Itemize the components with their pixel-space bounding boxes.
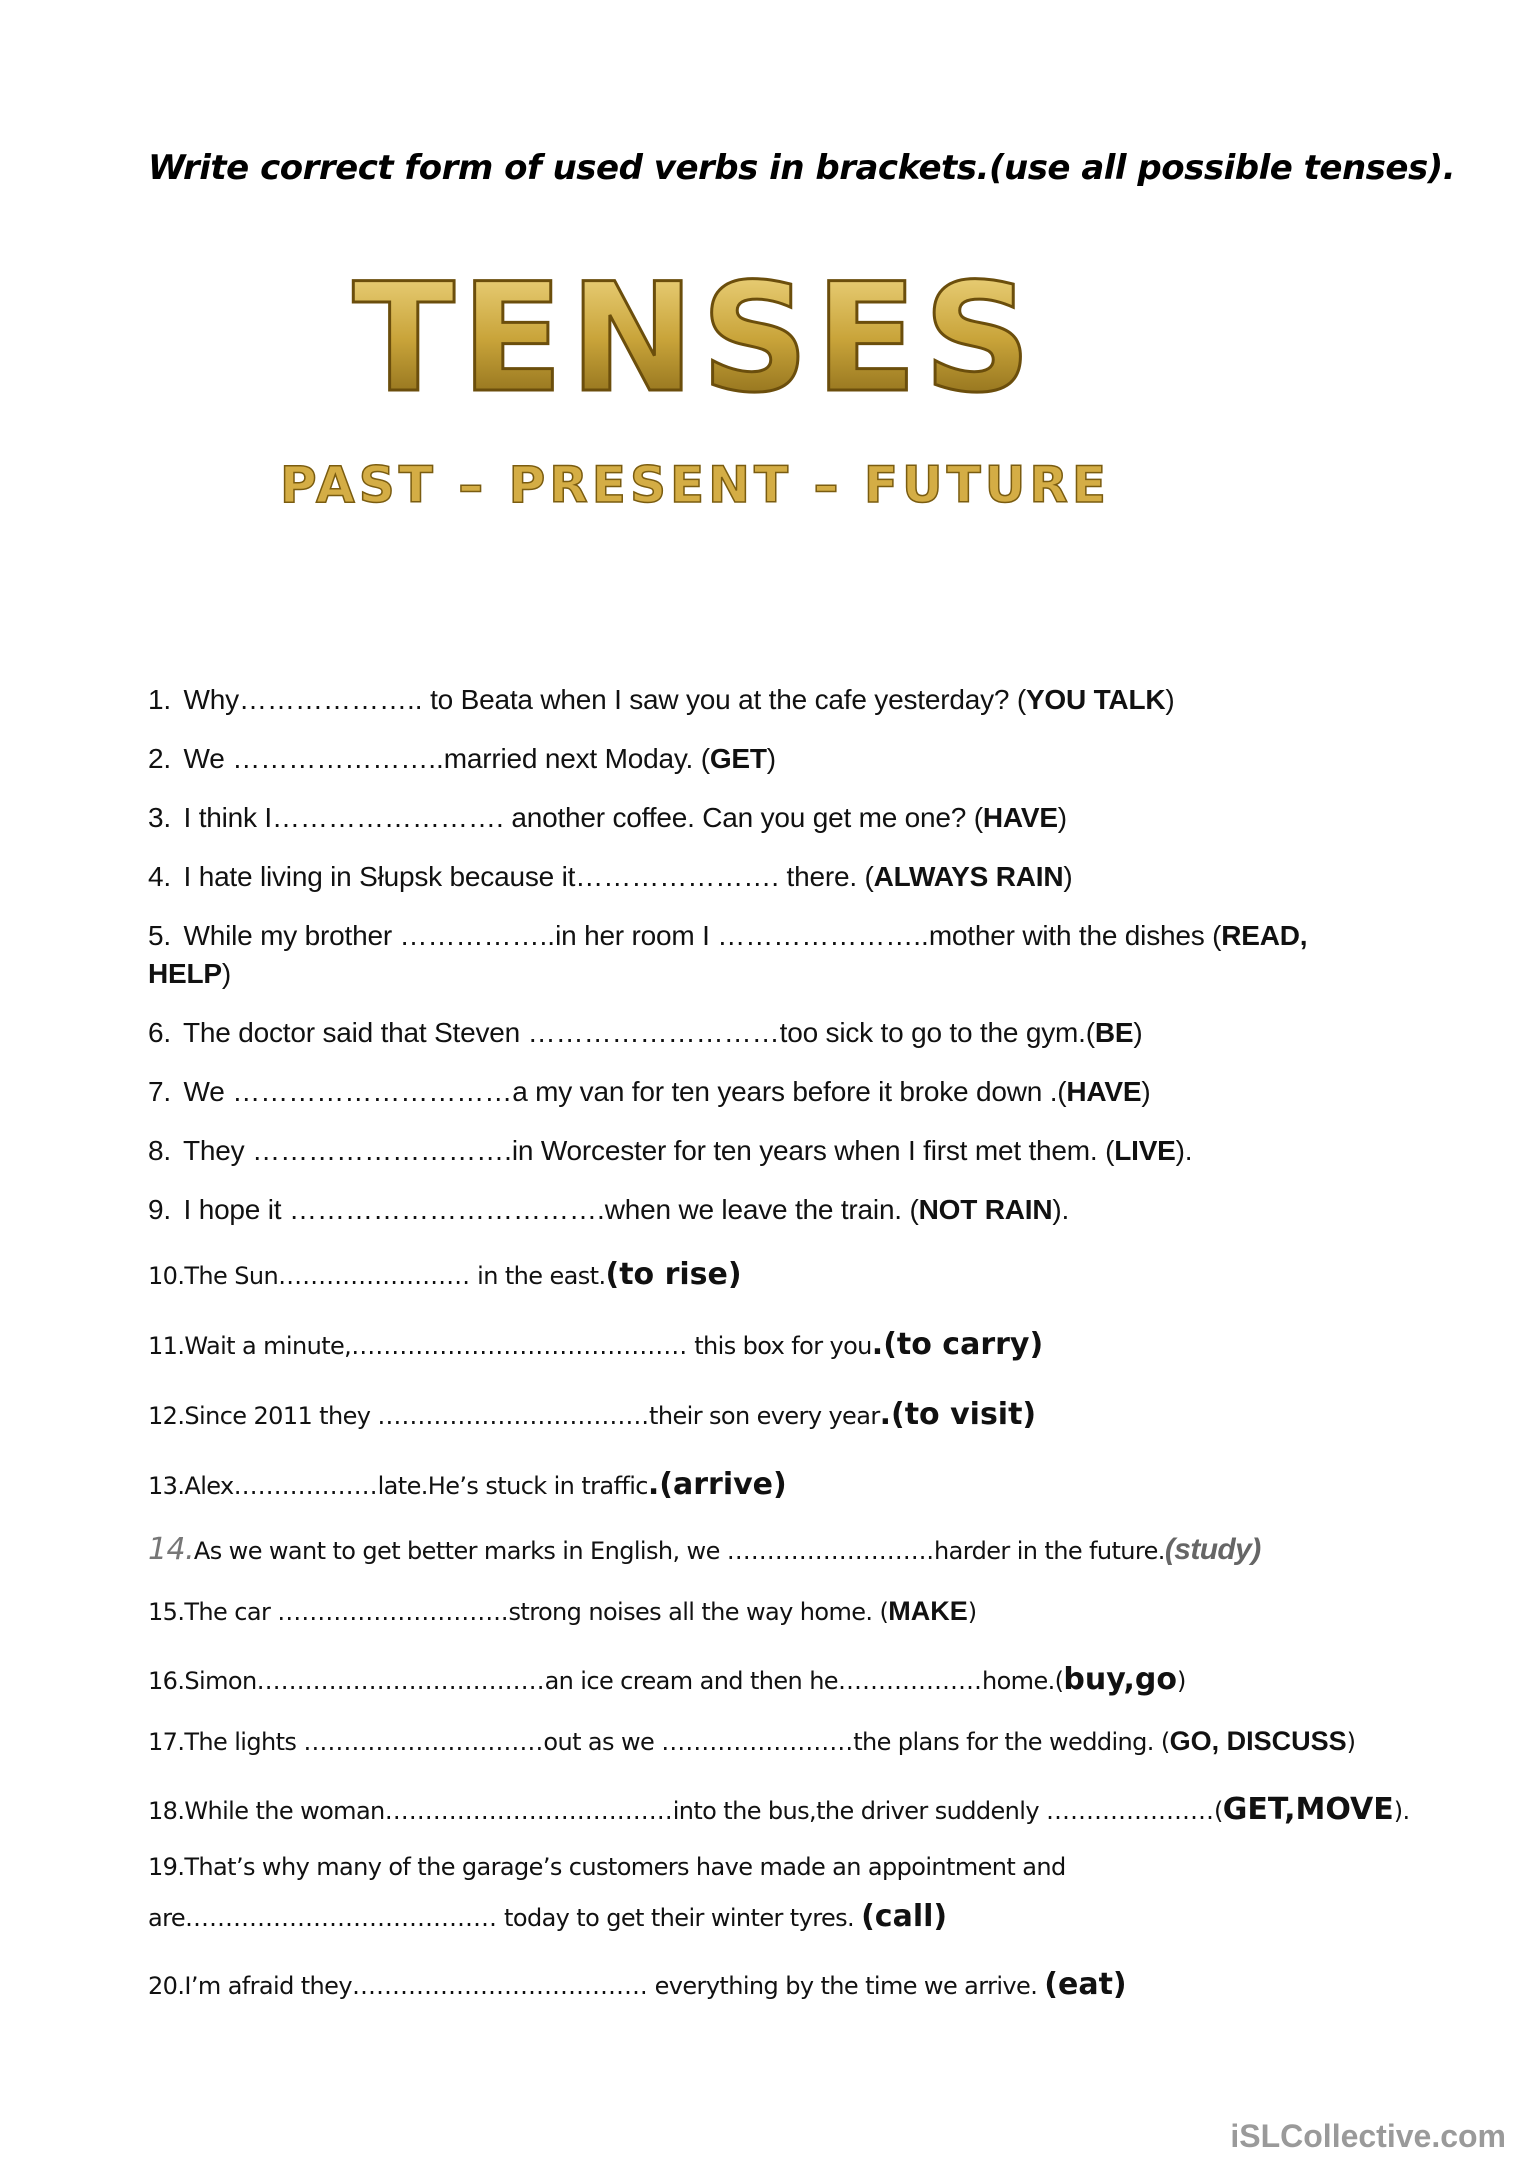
exercise-item-8: 8. They ……………………….in Worcester for ten years when I first met them. (LIVE). [148, 1135, 1193, 1166]
exercise-item-11: 11.Wait a minute,…………………………………… this box for you.(to carry) [148, 1327, 1044, 1362]
exercise-item-1: 1. Why……………….. to Beata when I saw you at the cafe yesterday? (YOU TALK) [148, 684, 1175, 715]
exercise-item-14: 14.As we want to get better marks in English, we ……………………..harder in the future.(study) [148, 1532, 1261, 1567]
exercise-item-5: 5. While my brother ……………..in her room I …………………..mother with the dishes (READ, [148, 920, 1308, 951]
watermark: iSLCollective.com [1230, 2118, 1506, 2154]
exercise-item-16: 16.Simon………………………………an ice cream and then he………………home.(buy,go) [148, 1662, 1186, 1697]
exercise-item-12: 12.Since 2011 they …………………………….their son every year.(to visit) [148, 1397, 1037, 1432]
exercise-item-13: 13.Alex………………late.He’s stuck in traffic.(arrive) [148, 1467, 787, 1502]
exercise-item-9: 9. I hope it …………………………….when we leave the train. (NOT RAIN). [148, 1194, 1070, 1225]
tenses-logo [200, 240, 1190, 530]
logo-word: TENSES [352, 252, 1038, 426]
exercise-item-15: 15.The car ………………………..strong noises all the way home. (MAKE) [148, 1596, 977, 1626]
exercise-item-3: 3. I think I……………………. another coffee. Can you get me one? (HAVE) [148, 802, 1067, 833]
exercise-item-7: 7. We …………………………a my van for ten years before it broke down .(HAVE) [148, 1076, 1151, 1107]
exercise-item-6: 6. The doctor said that Steven ………………………too sick to go to the gym.(BE) [148, 1017, 1143, 1048]
exercise-item-18: 18.While the woman………………………………into the bus,the driver suddenly …………………(GET,MOVE). [148, 1792, 1410, 1827]
exercise-item-20: 20.I’m afraid they………………………………. everything by the time we arrive. (eat) [148, 1967, 1127, 2002]
exercise-item-5-continued: HELP) [148, 958, 232, 989]
exercise-item-2: 2. We …………………..married next Moday. (GET) [148, 743, 776, 774]
exercise-item-19-continued: are………………………………… today to get their winter tyres. (call) [148, 1899, 948, 1934]
exercise-item-10: 10.The Sun…………………… in the east.(to rise) [148, 1257, 742, 1292]
exercise-item-17: 17.The lights …………………………out as we ……………………the plans for the wedding. (GO, DISCUSS) [148, 1726, 1356, 1756]
logo-subtitle: PAST – PRESENT – FUTURE [279, 456, 1111, 514]
exercise-item-4: 4. I hate living in Słupsk because it…………………. there. (ALWAYS RAIN) [148, 861, 1073, 892]
page-title: Write correct form of used verbs in brackets.(use all possible tenses). [148, 148, 1456, 188]
exercise-item-19: 19.That’s why many of the garage’s customers have made an appointment and [148, 1853, 1066, 1881]
